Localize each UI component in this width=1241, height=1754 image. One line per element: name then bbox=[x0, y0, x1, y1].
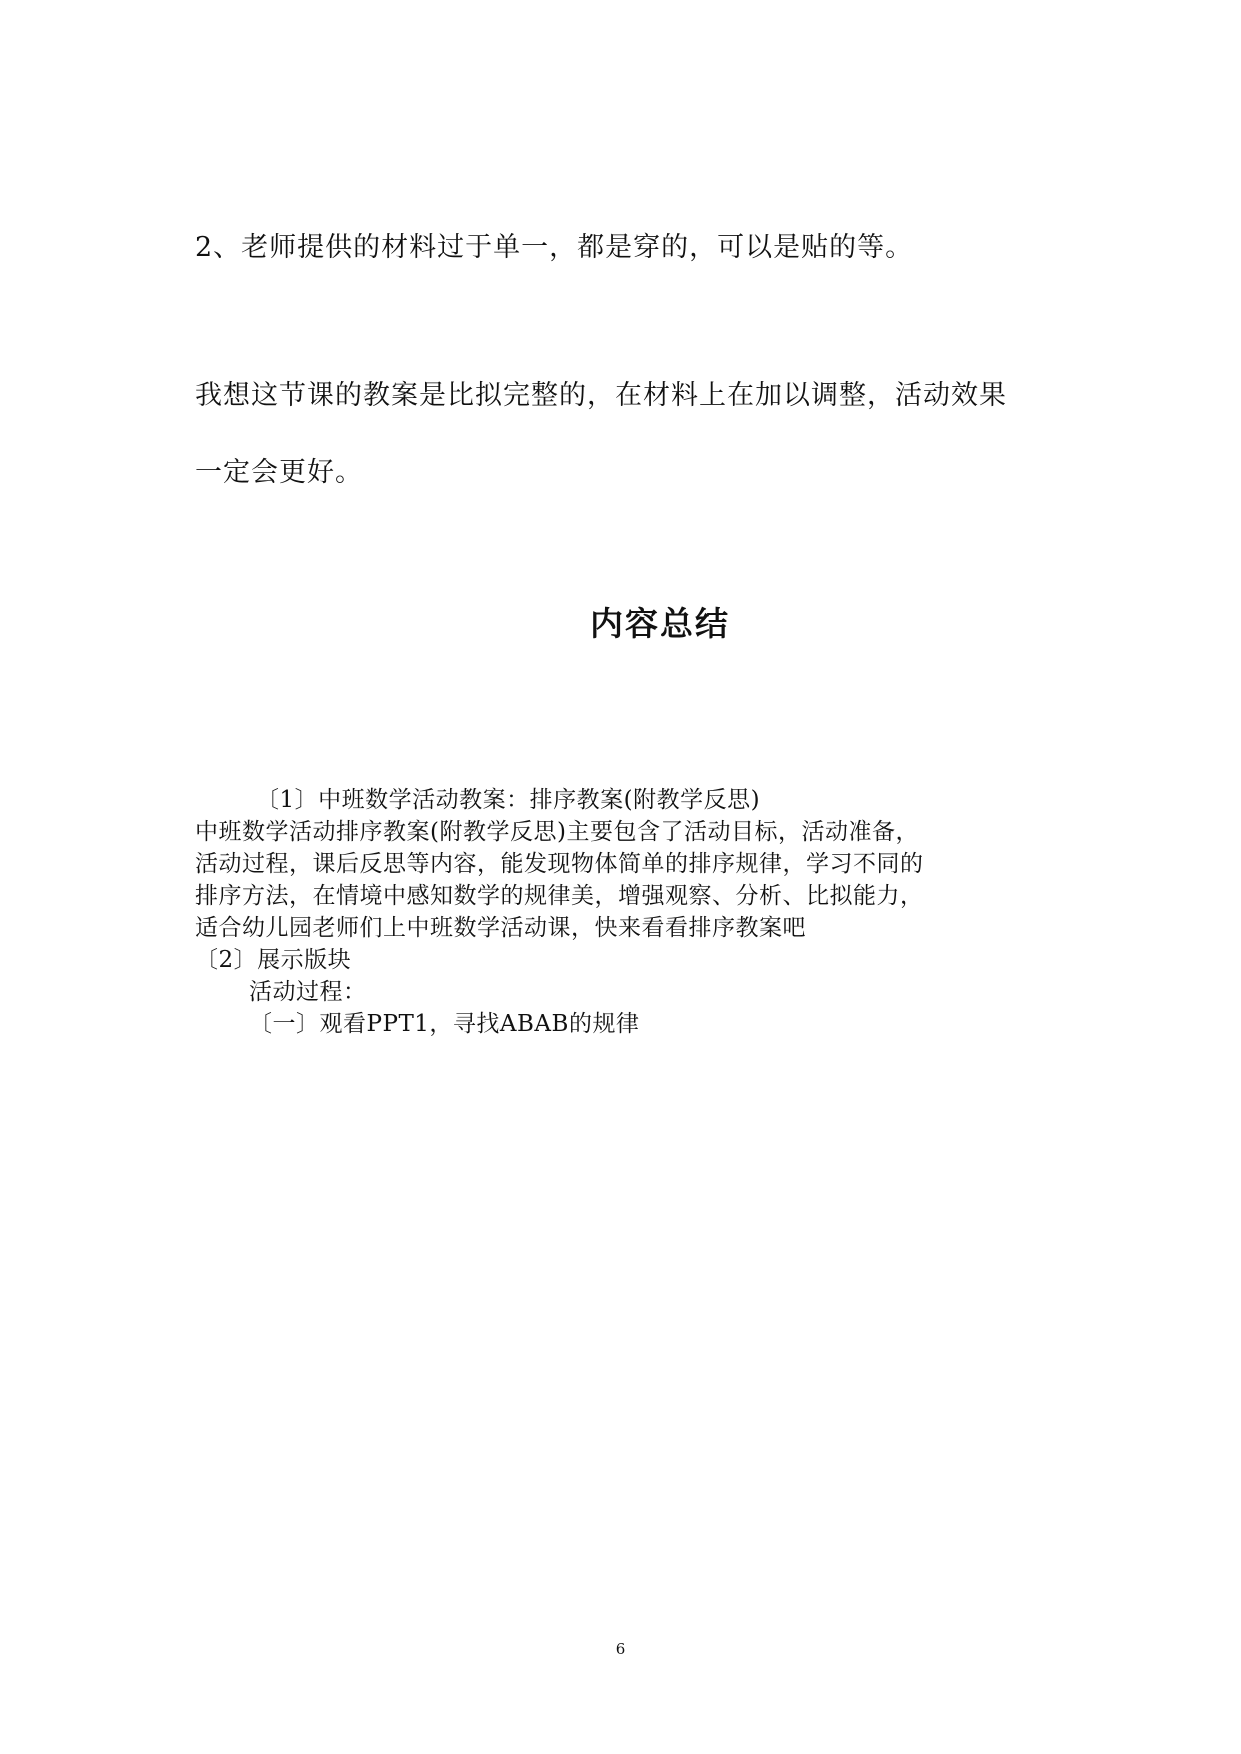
conclusion-line-2: 一定会更好。 bbox=[195, 457, 363, 488]
summary-line-1: 〔1〕中班数学活动教案：排序教案(附教学反思) bbox=[256, 787, 761, 813]
summary-line-8: 〔一〕观看PPT1，寻找ABAB的规律 bbox=[249, 1011, 640, 1037]
reflection-point-2: 2、老师提供的材料过于单一，都是穿的，可以是贴的等。 bbox=[195, 232, 914, 263]
summary-line-3: 活动过程，课后反思等内容，能发现物体简单的排序规律，学习不同的 bbox=[195, 851, 924, 877]
conclusion-line-1: 我想这节课的教案是比拟完整的，在材料上在加以调整，活动效果 bbox=[195, 380, 1007, 411]
summary-line-5: 适合幼儿园老师们上中班数学活动课，快来看看排序教案吧 bbox=[195, 915, 806, 941]
summary-heading: 内容总结 bbox=[590, 604, 730, 643]
summary-line-7: 活动过程： bbox=[249, 979, 367, 1005]
summary-line-2: 中班数学活动排序教案(附教学反思)主要包含了活动目标，活动准备， bbox=[195, 819, 919, 845]
page-number: 6 bbox=[615, 1640, 626, 1658]
summary-line-6: 〔2〕展示版块 bbox=[195, 947, 352, 973]
summary-line-4: 排序方法，在情境中感知数学的规律美，增强观察、分析、比拟能力， bbox=[195, 883, 924, 909]
